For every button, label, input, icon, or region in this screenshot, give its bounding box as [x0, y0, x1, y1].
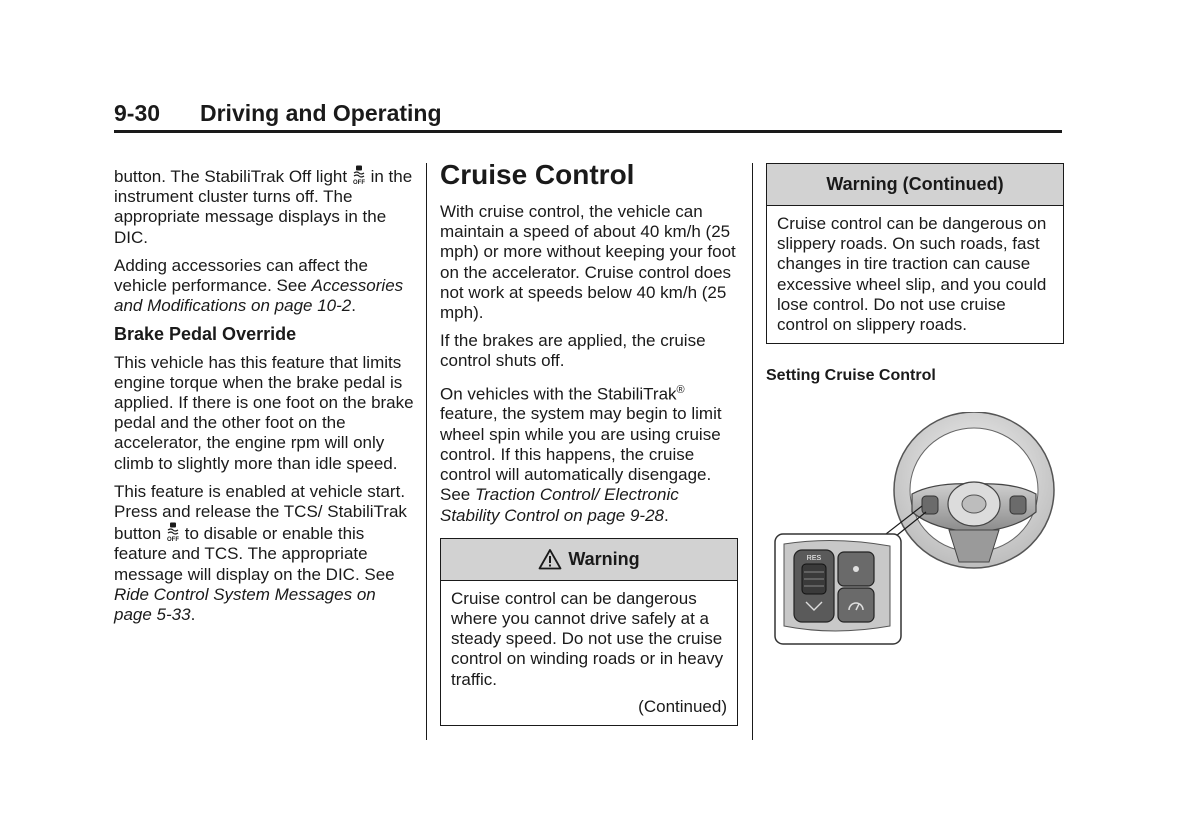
set-button-icon — [853, 566, 859, 572]
page-number: 9-30 — [114, 100, 161, 126]
paragraph: If the brakes are applied, the cruise control shuts off. — [440, 331, 706, 371]
section-heading: Cruise Control — [440, 159, 635, 190]
cross-reference-link[interactable]: Accessories and Modifications on page 10-2 — [114, 276, 404, 316]
warning-box — [766, 163, 1064, 344]
text: On vehicles with the StabiliTrak — [440, 384, 677, 404]
page-header — [114, 100, 1062, 133]
paragraph — [440, 380, 738, 526]
registered-mark: ® — [676, 383, 685, 396]
text: button. The StabiliTrak Off light — [114, 167, 348, 186]
paragraph: This vehicle has this feature that limits engine torque when the brake pedal is applied. If there is one foot on the brake pedal and the other foot on the accelerator, the engine rpm will only climb to slightly more than idle speed. — [114, 352, 414, 473]
text: . — [190, 605, 196, 625]
warning-text: Cruise control can be dangerous where you cannot drive safely at a steady speed. Do not use the cruise control on winding roads or in heavy traffic. — [451, 588, 724, 689]
warning-text: Cruise control can be dangerous on slippery roads. On such roads, fast changes in tire traction can cause excessive wheel slip, and you could lose control. Do not use cruise control on slippery roads. — [777, 214, 1047, 335]
text: . — [351, 296, 356, 316]
subsection-heading: Brake Pedal Override — [114, 324, 297, 345]
stabilitrak-off-icon — [166, 522, 180, 542]
text: to disable or enable this feature and TCS. The appropriate message will display on the DIC. See — [114, 524, 395, 584]
column-2 — [440, 160, 738, 726]
paragraph — [114, 165, 414, 248]
warning-box — [440, 538, 738, 726]
warning-title: Warning — [568, 549, 640, 570]
paragraph — [114, 256, 414, 317]
column-divider-1 — [426, 163, 427, 740]
column-3 — [766, 163, 1064, 386]
svg-text:OFF: OFF — [167, 537, 179, 543]
text: in the instrument cluster turns off. The appropriate message displays in the DIC. — [114, 167, 413, 247]
section-title: Driving and Operating — [200, 100, 442, 126]
steering-wheel — [894, 412, 1054, 568]
res-label: RES — [806, 555, 822, 562]
warning-triangle-icon — [538, 548, 562, 570]
warning-body — [767, 206, 1063, 343]
paragraph: With cruise control, the vehicle can maintain a speed of about 40 km/h (25 mph) or more without keeping your foot on the accelerator. Cruise control does not work at speeds below 40 km/h (25 mph). — [440, 202, 736, 323]
cross-reference-link[interactable]: Traction Control/ Electronic Stability Control on page 9-28 — [440, 485, 679, 525]
warning-header — [441, 539, 737, 581]
svg-text:OFF: OFF — [352, 180, 365, 185]
figure-heading: Setting Cruise Control — [766, 367, 936, 385]
stabilitrak-off-icon — [352, 165, 366, 185]
column-1 — [114, 165, 414, 633]
warning-header — [767, 164, 1063, 206]
text: feature, the system may begin to limit wheel spin while you are using cruise control. If this happens, the cruise control will automatically disengage. See — [440, 404, 722, 505]
cross-reference-link[interactable]: Ride Control System Messages on page 5-33 — [114, 584, 376, 625]
cruise-control-closeup — [775, 534, 901, 644]
continued-label: (Continued) — [638, 696, 727, 716]
text: This feature is enabled at vehicle start. Press and release the TCS/ StabiliTrak button — [114, 481, 407, 544]
paragraph — [114, 482, 414, 625]
text: Adding accessories can affect the vehicle performance. See — [114, 255, 368, 296]
text: . — [663, 505, 669, 525]
warning-title: Warning (Continued) — [826, 174, 1004, 195]
steering-wheel-illustration — [774, 412, 1064, 648]
column-divider-2 — [752, 163, 753, 740]
warning-body — [441, 581, 737, 725]
